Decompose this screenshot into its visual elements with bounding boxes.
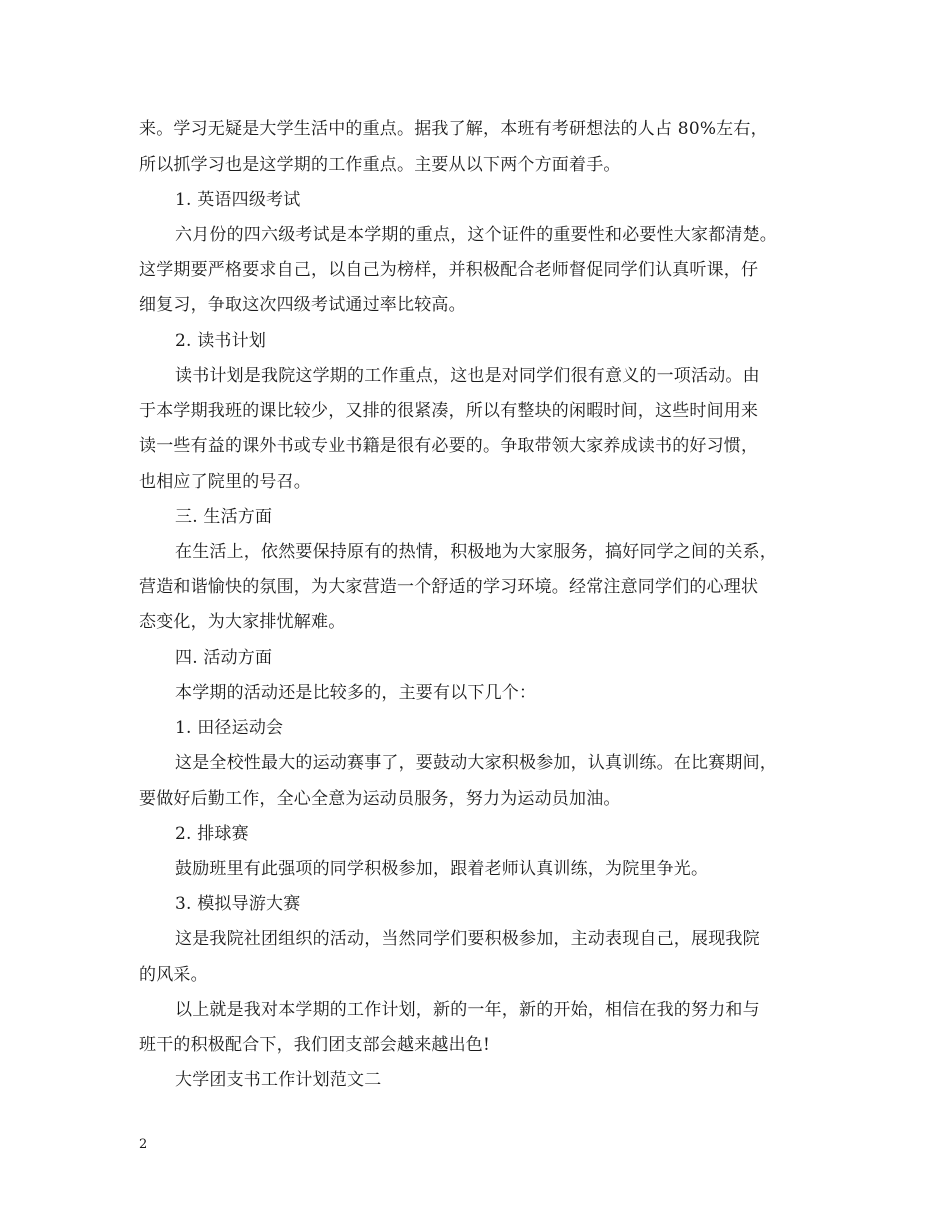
body-text-line: 营造和谐愉快的氛围，为大家营造一个舒适的学习环境。经常注意同学们的心理状 [139,577,759,597]
section-heading: 2. 读书计划 [175,331,267,351]
section-heading: 四. 活动方面 [175,648,273,668]
section-heading: 三. 生活方面 [175,507,273,527]
body-text-line: 来。学习无疑是大学生活中的重点。据我了解，本班有考研想法的人占 80%左右， [139,119,768,139]
body-text-line: 这学期要严格要求自己，以自己为榜样，并积极配合老师督促同学们认真听课，仔 [139,260,759,280]
body-text-line: 以上就是我对本学期的工作计划，新的一年，新的开始，相信在我的努力和与 [175,1000,760,1020]
body-text-line: 读书计划是我院这学期的工作重点，这也是对同学们很有意义的一项活动。由 [175,366,760,386]
body-text-line: 读一些有益的课外书或专业书籍是很有必要的。争取带领大家养成读书的好习惯， [139,436,759,456]
body-text-line: 这是我院社团组织的活动，当然同学们要积极参加，主动表现自己，展现我院 [175,929,760,949]
section-heading: 3. 模拟导游大赛 [175,894,301,914]
body-text-line: 本学期的活动还是比较多的，主要有以下几个： [175,683,537,703]
body-text-line: 所以抓学习也是这学期的工作重点。主要从以下两个方面着手。 [139,155,621,175]
body-text-line: 六月份的四六级考试是本学期的重点，这个证件的重要性和必要性大家都清楚。 [175,225,777,245]
body-text-line: 态变化，为大家排忧解难。 [139,612,346,632]
section-heading: 2. 排球赛 [175,824,249,844]
body-text-line: 也相应了院里的号召。 [139,472,311,492]
body-text-line: 班干的积极配合下，我们团支部会越来越出色! [139,1035,491,1055]
section-heading: 1. 田径运动会 [175,718,284,738]
body-text-line: 要做好后勤工作，全心全意为运动员服务，努力为运动员加油。 [139,789,621,809]
body-text-line: 鼓励班里有此强项的同学积极参加，跟着老师认真训练，为院里争光。 [175,859,709,879]
body-text-line: 在生活上，依然要保持原有的热情，积极地为大家服务，搞好同学之间的关系， [175,542,777,562]
body-text-line: 这是全校性最大的运动赛事了，要鼓动大家积极参加，认真训练。在比赛期间， [175,753,777,773]
body-text-line: 的风采。 [139,965,208,985]
body-text-line: 于本学期我班的课比较少，又排的很紧凑，所以有整块的闲暇时间，这些时间用来 [139,401,759,421]
body-text-line: 细复习，争取这次四级考试通过率比较高。 [139,295,466,315]
section-title: 大学团支书工作计划范文二 [175,1070,382,1090]
page-number: 2 [139,1137,148,1152]
section-heading: 1. 英语四级考试 [175,190,301,210]
